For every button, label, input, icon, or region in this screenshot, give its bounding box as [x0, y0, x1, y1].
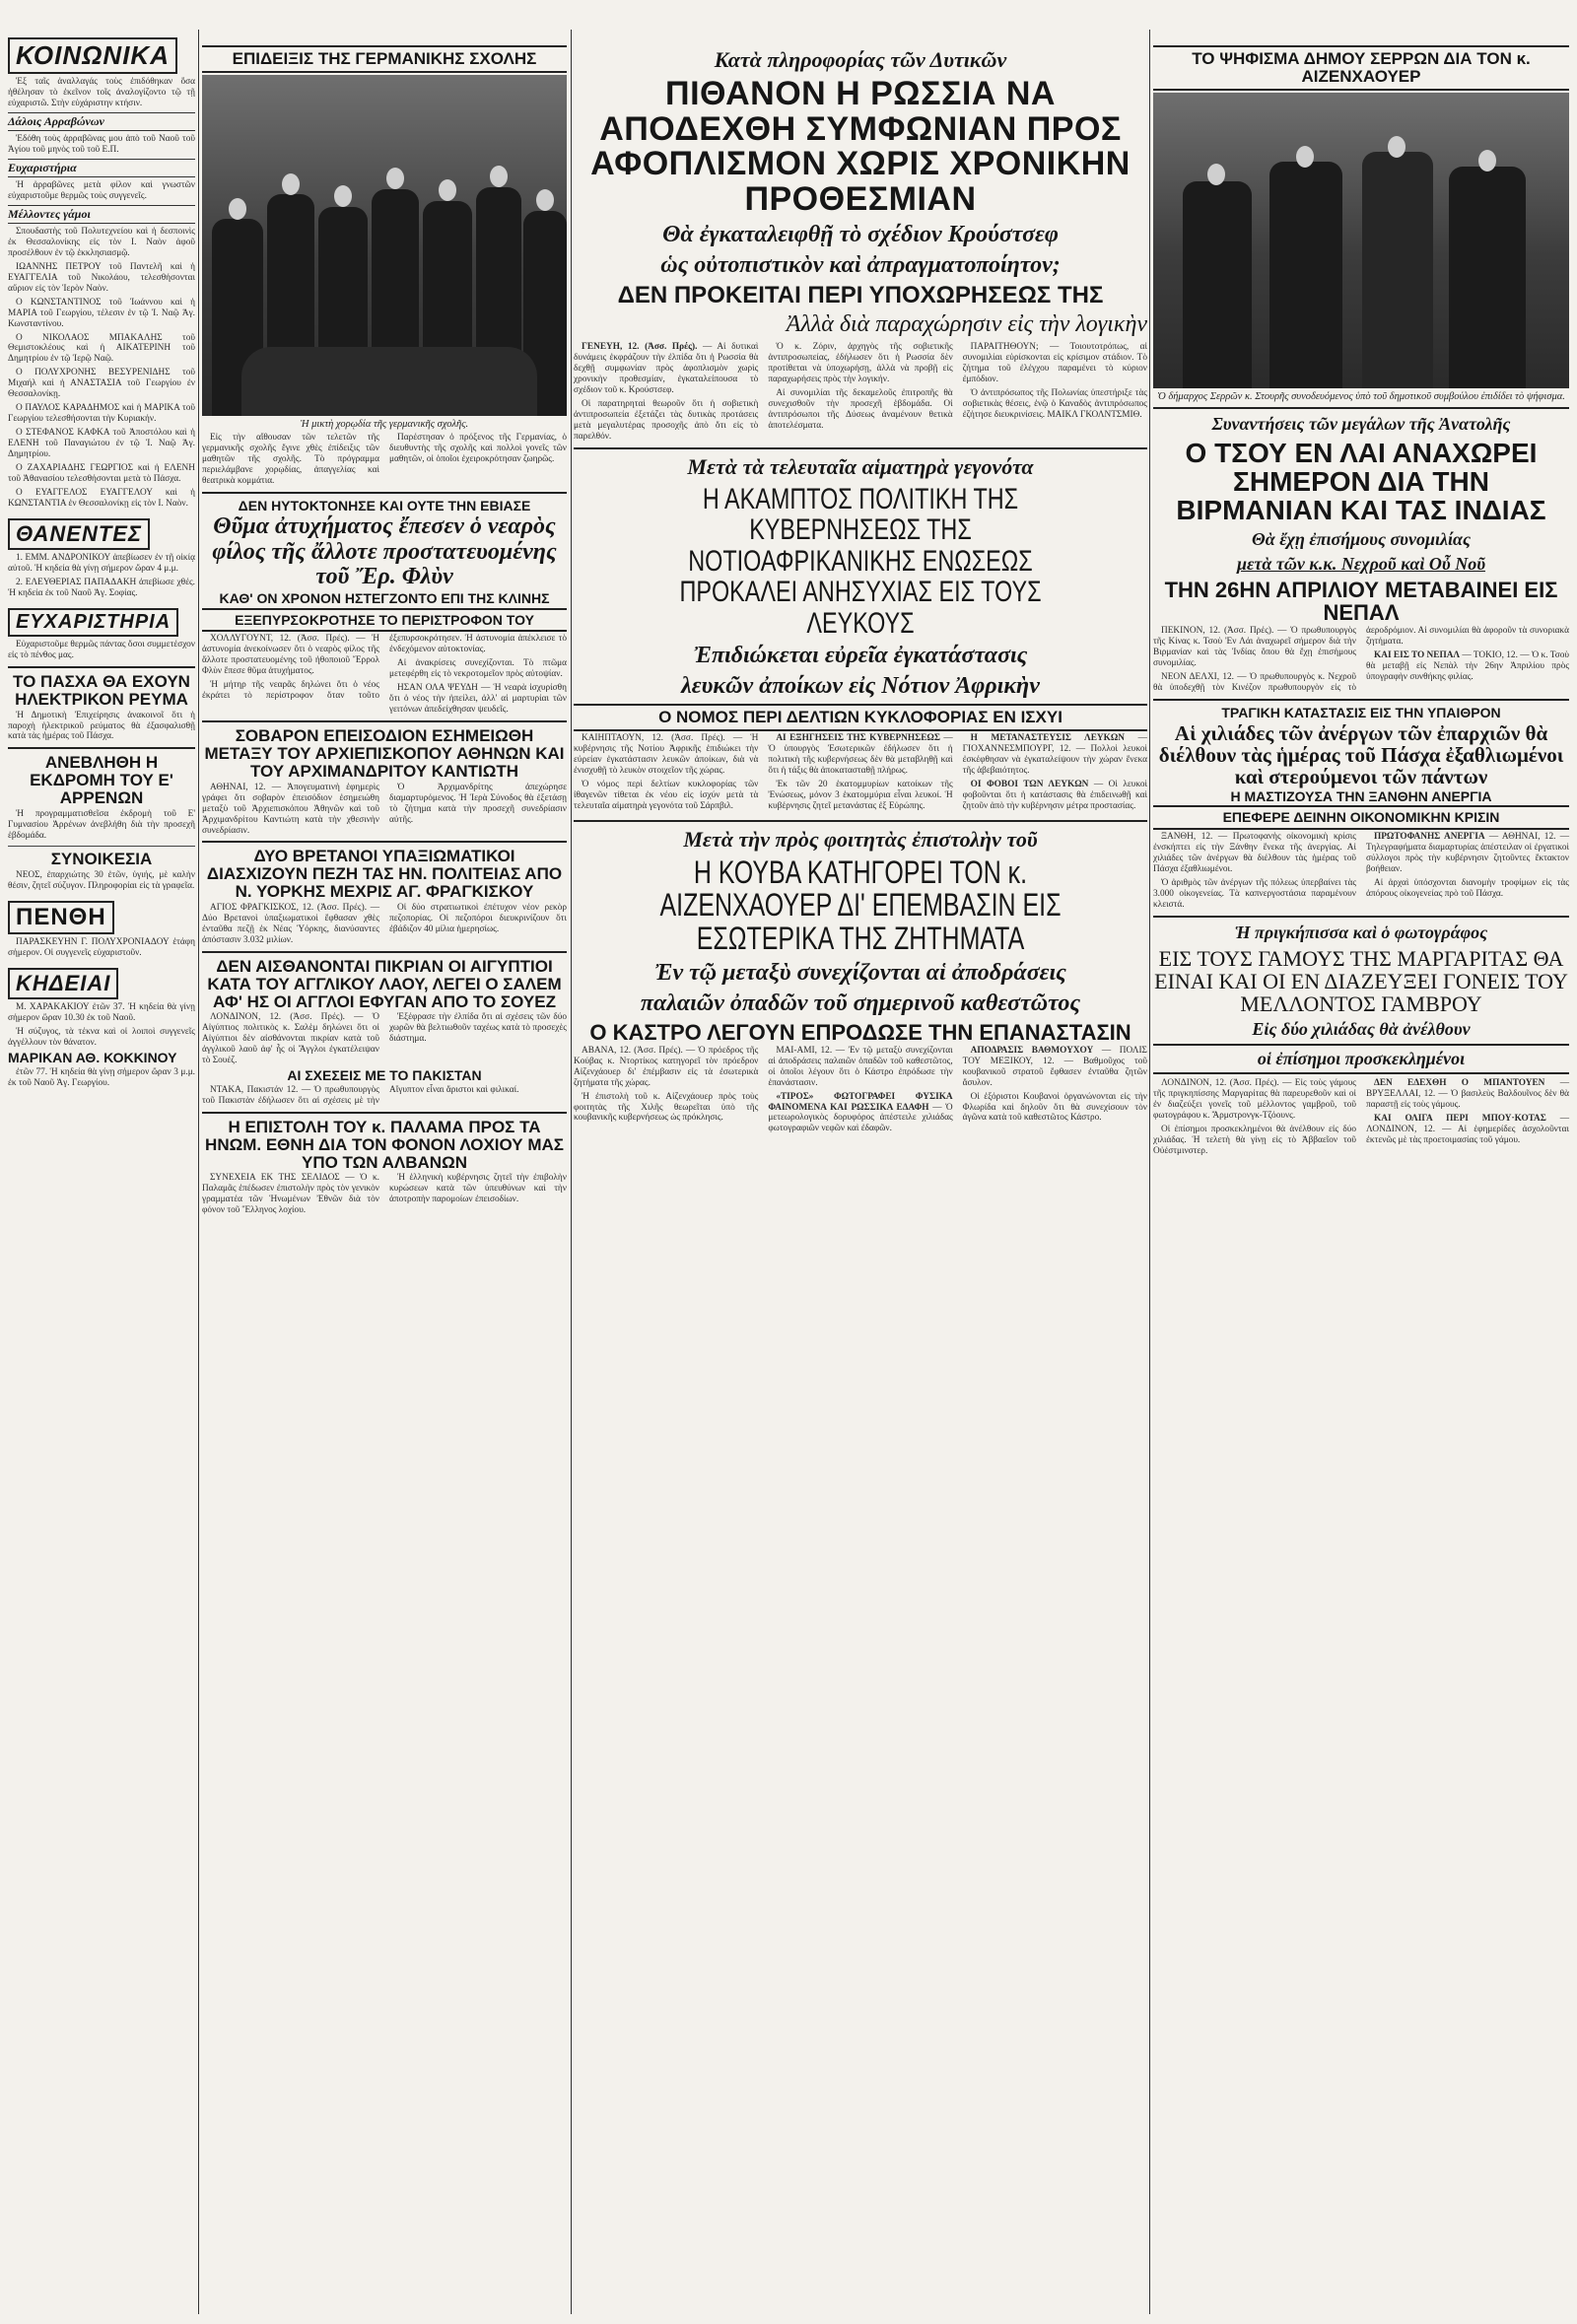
subhead-pakistan: ΑΙ ΣΧΕΣΕΙΣ ΜΕ ΤΟ ΠΑΚΙΣΤΑΝ [287, 1067, 482, 1084]
photo-caption: Ἡ μικτὴ χορῳδία τῆς γερμανικῆς σχολῆς. [300, 418, 469, 430]
divider [8, 747, 195, 749]
subhead-sa-3: Ο ΝΟΜΟΣ ΠΕΡΙ ΔΕΛΤΙΩΝ ΚΥΚΛΟΦΟΡΙΑΣ ΕΝ ΙΣΧΥΙ [574, 704, 1147, 731]
section-thaneis: ΘΑΝΕΝΤΕΣ [8, 518, 150, 550]
section-eyxaristiria: ΕΥΧΑΡΙΣΤΗΡΙΑ [8, 608, 178, 637]
subhead-arravones: Δάλοις Αρραβώνων [8, 112, 195, 131]
article-text: ΞΑΝΘΗ, 12. — Πρωτοφανὴς οἰκονομικὴ κρίσις ἐνσκήπτει εἰς τὴν Ξάνθην ἕνεκα τῆς ἀνεργίας. Αἱ χιλιάδες τῶν ἀνέργων θὰ διέλθουν τὰς ἡμέρας τοῦ Πάσχα ἐξαθλιωμένοι. Ὁ ἀριθμὸς τῶν ἀνέργων τῆς πόλεως ὑπερβαίνει τὰς 3.000 οἰκογενείας. Τὰ καπνεργοστάσια παραμένουν κλειστά. ΠΡΩΤΟΦΑΝΗΣ ΑΝΕΡΓΙΑ — ΑΘΗΝΑΙ, 12. — Τηλεγραφήματα διαμαρτυρίας ἀπέστειλαν οἱ ἐργατικοὶ σύλλογοι πρὸς τὴν κυβέρνησιν ζητοῦντες ἔκτακτον βοήθειαν. Αἱ ἀρχαὶ ὑπόσχονται διανομὴν τροφίμων εἰς τὰς ἀπόρους οἰκογενείας πρὸ τοῦ Πάσχα. [1153, 832, 1569, 910]
subhead-thraki-1: Η ΜΑΣΤΙΖΟΥΣΑ ΤΗΝ ΞΑΝΘΗΝ ΑΝΕΡΓΙΑ [1230, 787, 1492, 804]
divider [574, 447, 1147, 449]
subhead-margaret-mid: ΔΕΝ ΕΔΕΧΘΗ Ο ΜΠΑΝΤΟΥΕΝ [1374, 1078, 1545, 1089]
dateline: ΓΕΝΕΥΗ, 12. (Ἀσσ. Πρές). [582, 341, 698, 352]
article-text: Εἰς τὴν αἴθουσαν τῶν τελετῶν τῆς γερμανικῆς σχολῆς ἔγινε χθὲς ἐπίδειξις τῶν μαθητῶν τῆς σχολῆς. Τὸ πρόγραμμα περιελάμβανε χορῳδίας, ἀπαγγελίας καὶ θεατρικὰ κομμάτια. Παρέστησαν ὁ πρόξενος τῆς Γερμανίας, ὁ διευθυντὴς τῆς σχολῆς καὶ πολλοὶ γονεῖς τῶν μαθητῶν, οἱ ὁποῖοι ἐχειροκρότησαν ζωηρῶς. [202, 432, 567, 486]
subhead-flou-2: ΕΞΕΠΥΡΣΟΚΡΟΤΗΣΕ ΤΟ ΠΕΡΙΣΤΡΟΦΟΝ ΤΟΥ [202, 608, 567, 633]
subhead-nepal: ΚΑΙ ΕΙΣ ΤΟ ΝΕΠΑΛ [1374, 649, 1461, 660]
photo-caption: Ὁ δήμαρχος Σερρῶν κ. Στουρῆς συνοδευόμενος ὑπὸ τοῦ δημοτικοῦ συμβούλου ἐπιδίδει τὸ ψήφισμα. [1157, 390, 1565, 402]
kicker-thraki: ΤΡΑΓΙΚΗ ΚΑΤΑΣΤΑΣΙΣ ΕΙΣ ΤΗΝ ΥΠΑΙΘΡΟΝ [1221, 704, 1501, 720]
box-tiros: «ΤΙΡΟΣ» ΦΩΤΟΓΡΑΦΕΙ ΦΥΣΙΚΑ ΦΑΙΝΟΜΕΝΑ ΚΑΙ ΡΩΣΣΙΚΑ ΕΔΑΦΗ [768, 1091, 953, 1113]
headline-margaret: ΕΙΣ ΤΟΥΣ ΓΑΜΟΥΣ ΤΗΣ ΜΑΡΓΑΡΙΤΑΣ ΘΑ ΕΙΝΑΙ ΚΑΙ ΟΙ ΕΝ ΔΙΑΖΕΥΞΕΙ ΓΟΝΕΙΣ ΤΟΥ ΜΕΛΛΟΝΤΟΣ ΓΑΜΒΡΟΥ [1154, 945, 1568, 1017]
kicker-south-africa: Μετὰ τὰ τελευταῖα αἱματηρὰ γεγονότα [687, 453, 1034, 479]
kicker-cuba: Μετὰ τὴν πρὸς φοιτητὰς ἐπιστολὴν τοῦ [683, 826, 1038, 852]
subhead-russia-3: ΔΕΝ ΠΡΟΚΕΙΤΑΙ ΠΕΡΙ ΥΠΟΧΩΡΗΣΕΩΣ ΤΗΣ [617, 281, 1104, 308]
article-text: ΠΕΚΙΝΟΝ, 12. (Ἀσσ. Πρές). — Ὁ πρωθυπουργὸς τῆς Κίνας κ. Τσοὺ Ἐν Λάι ἀναχωρεῖ σήμερον διὰ τὴν Βιρμανίαν καὶ τὰς Ἰνδίας ὅπου θὰ ἔχῃ ἐπισήμους συνομιλίας. ΝΕΟΝ ΔΕΛΧΙ, 12. — Ὁ πρωθυπουργὸς κ. Νεχροῦ θὰ ὑποδεχθῇ τὸν Κινέζον πρωθυπουργὸν εἰς τὸ ἀεροδρόμιον. Αἱ συνομιλίαι θὰ ἀφοροῦν τὰ συνοριακὰ ζητήματα. ΚΑΙ ΕΙΣ ΤΟ ΝΕΠΑΛ — ΤΟΚΙΟ, 12. — Ὁ κ. Τσοὺ θὰ μεταβῇ εἰς Νεπὰλ τὴν 26ην Ἀπριλίου πρὸς ὑπογραφὴν συνθήκης φιλίας. [1153, 626, 1569, 693]
headline-flou: Θῦμα ἀτυχήματος ἔπεσεν ὁ νεαρὸς φίλος τῆς ἄλλοτε προστατευομένης τοῦ Ἔρ. Φλὺν [212, 513, 557, 589]
subhead-sa-2: λευκῶν ἀποίκων εἰς Νότιον Ἀφρικὴν [681, 673, 1040, 700]
article-text: ΝΤΑΚΑ, Πακιστάν 12. — Ὁ πρωθυπουργὸς τοῦ Πακιστὰν ἐδήλωσεν ὅτι αἱ σχέσεις μὲ τὴν Αἴγυπτον εἶναι ἄριστοι καὶ φιλικαί. [202, 1084, 519, 1106]
divider [202, 951, 567, 953]
kicker-russia: Κατὰ πληροφορίας τῶν Δυτικῶν [714, 47, 1007, 72]
notice-text: ΠΑΡΑΣΚΕΥΗΝ Γ. ΠΟΛΥΧΡΟΝΙΑΔΟΥ ἐτάφη σήμερον. Οἱ συγγενεῖς εὐχαριστοῦν. [8, 936, 195, 958]
headline-russia: ΠΙΘΑΝΟΝ Η ΡΩΣΣΙΑ ΝΑ ΑΠΟΔΕΧΘΗ ΣΥΜΦΩΝΙΑΝ ΠΡΟΣ ΑΦΟΠΛΙΣΜΟΝ ΧΩΡΙΣ ΧΡΟΝΙΚΗΝ ΠΡΟΘΕΣΜΙΑΝ [590, 75, 1131, 219]
divider [1153, 916, 1569, 918]
subhead-thraki-mid: ΠΡΩΤΟΦΑΝΗΣ ΑΝΕΡΓΙΑ [1374, 832, 1485, 843]
subhead-mellontes-gamoi: Μέλλοντες γάμοι [8, 205, 195, 224]
notice-text: ἐτῶν 77. Ἡ κηδεία θὰ γίνῃ σήμερον ὥραν 3 μ.μ. ἐκ τοῦ Ναοῦ Ἁγ. Γεωργίου. [8, 1067, 195, 1089]
choir-photo [202, 75, 567, 416]
divider [202, 1112, 567, 1114]
serres-photo [1153, 93, 1569, 388]
column-rule [1149, 30, 1150, 2314]
section-koinonika: ΚΟΙΝΩΝΙΚΑ [8, 37, 177, 74]
divider [202, 841, 567, 843]
subhead-eyxaristiria: Ευχαριστήρια [8, 159, 195, 177]
headline-palamas: Η ΕΠΙΣΤΟΛΗ ΤΟΥ κ. ΠΑΛΑΜΑ ΠΡΟΣ ΤΑ ΗΝΩΜ. ΕΘΝΗ ΔΙΑ ΤΟΝ ΦΟΝΟΝ ΛΟΧΙΟΥ ΜΑΣ ΥΠΟ ΤΩΝ ΑΛΒΑΝΩΝ [205, 1117, 564, 1172]
subhead-sa-1: Ἐπιδιώκεται εὐρεῖα ἐγκατάστασις [693, 643, 1028, 669]
social-column [8, 32, 195, 1092]
column-rule [198, 30, 199, 2314]
article-text: Ἡ Δημοτικὴ Ἐπιχείρησις ἀνακοινοῖ ὅτι ἡ παροχὴ ἠλεκτρικοῦ ρεύματος θὰ ἐξασφαλισθῇ κατὰ τὰς ἡμέρας τοῦ Πάσχα. [8, 710, 195, 742]
notice-text: Ἐδόθη τοὺς ἀρραβῶνας μου ἀπὸ τοῦ Ναοῦ τοῦ Ἁγίου τοῦ μηνὸς τοῦ τοῦ Ε.Π. [8, 133, 195, 155]
subhead-tsou-2: μετὰ τῶν κ.κ. Νεχροῦ καὶ Οὖ Νοῦ [1236, 553, 1486, 574]
subhead-sa-mid3: ΟΙ ΦΟΒΟΙ ΤΩΝ ΛΕΥΚΩΝ [970, 779, 1089, 789]
column-3 [574, 43, 1147, 1134]
column-rule [571, 30, 572, 2314]
section-kideiai: ΚΗΔΕΙΑΙ [8, 968, 118, 999]
subhead-cuba-2: παλαιῶν ὀπαδῶν τοῦ σημερινοῦ καθεστῶτος [640, 990, 1081, 1016]
section-penthi: ΠΕΝΘΗ [8, 901, 114, 934]
divider [574, 820, 1147, 822]
article-text: ΑΒΑΝΑ, 12. (Ἀσσ. Πρές). — Ὁ πρόεδρος τῆς Κούβας κ. Ντορτίκος κατηγορεῖ τὸν πρόεδρον Αἰζενχάουερ δι' ἐπέμβασιν εἰς τὰ ἐσωτερικὰ ζητήματα τῆς χώρας. Ἡ ἐπιστολὴ τοῦ κ. Αἰζενχάουερ πρὸς τοὺς φοιτητὰς τῆς Χιλῆς θεωρεῖται ὑπὸ τῆς κουβανικῆς κυβερνήσεως ὡς πρόκλησις. ΜΑΙ-ΑΜΙ, 12. — Ἐν τῷ μεταξὺ συνεχίζονται αἱ ἀποδράσεις παλαιῶν ὀπαδῶν τοῦ καθεστῶτος, οἱ ὁποῖοι λέγουν ὅτι ὁ Κάστρο ἐπρόδωσε τὴν ἐπανάστασιν. «ΤΙΡΟΣ» ΦΩΤΟΓΡΑΦΕΙ ΦΥΣΙΚΑ ΦΑΙΝΟΜΕΝΑ ΚΑΙ ΡΩΣΣΙΚΑ ΕΔΑΦΗ — Ὁ μετεωρολογικὸς δορυφόρος ἀπέστειλε χιλιάδας φωτογραφιῶν νεφῶν καὶ ἐδαφῶν. ΑΠΟΔΡΑΣΙΣ ΒΑΘΜΟΥΧΟΥ — ΠΟΛΙΣ ΤΟΥ ΜΕΞΙΚΟΥ, 12. — Βαθμοῦχος τοῦ κουβανικοῦ στρατοῦ ἔφθασεν ἐνταῦθα ζητῶν ἄσυλον. Οἱ ἐξόριστοι Κουβανοὶ ὀργανώνονται εἰς τὴν Φλωρίδα καὶ δηλοῦν ὅτι θὰ συνεχίσουν τὸν ἀγῶνα κατὰ τοῦ καθεστῶτος Κάστρο. [574, 1045, 1147, 1134]
subhead-sa-mid1: ΑΙ ΕΞΗΓΗΣΕΙΣ ΤΗΣ ΚΥΒΕΡΝΗΣΕΩΣ [776, 733, 940, 743]
notices-list: 1. ΕΜΜ. ΑΝΔΡΟΝΙΚΟΥ ἀπεβίωσεν ἐν τῇ οἰκίᾳ αὐτοῦ. Ἡ κηδεία θὰ γίνῃ σήμερον ὥραν 4 μ.μ. 2. ΕΛΕΥΘΕΡΙΑΣ ΠΑΠΑΔΑΚΗ ἀπεβίωσε χθές. Ἡ κηδεία ἐκ τοῦ Ναοῦ Ἁγ. Σοφίας. [8, 553, 195, 598]
article-text: ΛΟΝΔΙΝΟΝ, 12. (Ἀσσ. Πρές). — Εἰς τοὺς γάμους τῆς πριγκηπίσσης Μαργαρίτας θὰ παρευρεθοῦν καὶ οἱ ἐν διαζεύξει γονεῖς τοῦ μέλλοντος γαμβροῦ, τοῦ φωτογράφου κ. Ἄρμστρονγκ-Τζόουνς. Οἱ ἐπίσημοι προσκεκλημένοι θὰ ἀνέλθουν εἰς δύο χιλιάδας. Ἡ τελετὴ θὰ γίνῃ εἰς τὸ Ἀββαεῖον τοῦ Οὐέστμινστερ. ΔΕΝ ΕΔΕΧΘΗ Ο ΜΠΑΝΤΟΥΕΝ — ΒΡΥΞΕΛΛΑΙ, 12. — Ὁ βασιλεὺς Βαλδουῖνος δὲν θὰ παραστῇ εἰς τοὺς γάμους. ΚΑΙ ΟΛΙΓΑ ΠΕΡΙ ΜΠΟΥ·ΚΟΤΑΣ — ΛΟΝΔΙΝΟΝ, 12. — Αἱ ἐφημερίδες ἀσχολοῦνται ἐκτενῶς μὲ τὰς προετοιμασίας τοῦ γάμου. [1153, 1078, 1570, 1156]
subhead-margaret-2: οἱ ἐπίσημοι προσκεκλημένοι [1153, 1044, 1569, 1074]
divider [202, 492, 567, 494]
notice-text: Ἡ ἀρραβῶνες μετὰ φίλον καὶ γνωστῶν εὐχαριστοῦμε θερμῶς τοὺς συγγενεῖς. [8, 179, 195, 201]
headline-synoikeisia: ΣΥΝΟΙΚΕΣΙΑ [50, 849, 153, 868]
column-2 [202, 43, 567, 1216]
notice-text: Ἐξ ταῖς ἀναλλαγάς τοὺς ἐπιδόθηκαν ὅσα ἠθέλησαν τὸ ἐκεῖνον τοῖς ἀναλογίζοντο τῷ τῇ εὐχαριστῶ. Στὴν εὐχάριστην κτήσιν. [8, 77, 195, 108]
article-text: ΛΟΝΔΙΝΟΝ, 12. (Ἀσσ. Πρές). — Ὁ Αἰγύπτιος πολιτικὸς κ. Σαλὲμ δηλώνει ὅτι οἱ Αἰγύπτιοι δὲν αἰσθάνονται πικρίαν κατὰ τοῦ ἀγγλικοῦ λαοῦ ἀφ' ἧς οἱ Ἄγγλοι ἐγκατέλειψαν τὸ Σουέζ. Ἐξέφρασε τὴν ἐλπίδα ὅτι αἱ σχέσεις τῶν δύο χωρῶν θὰ βελτιωθοῦν ταχέως κατὰ τὸ προσεχὲς διάστημα. [202, 1012, 567, 1066]
subhead-thraki-2: ΕΠΕΦΕΡΕ ΔΕΙΝΗΝ ΟΙΚΟΝΟΜΙΚΗΝ ΚΡΙΣΙΝ [1153, 805, 1569, 830]
subhead-tsou-1: Θὰ ἔχῃ ἐπισήμους συνομιλίας [1252, 528, 1471, 549]
column-4 [1153, 43, 1569, 1157]
divider [202, 720, 567, 722]
headline-german-school: ΕΠΙΔΕΙΞΙΣ ΤΗΣ ΓΕΡΜΑΝΙΚΗΣ ΣΧΟΛΗΣ [202, 45, 567, 73]
headline-south-africa: Η ΑΚΑΜΠΤΟΣ ΠΟΛΙΤΙΚΗ ΤΗΣ ΚΥΒΕΡΝΗΣΕΩΣ ΤΗΣ ΝΟΤΙΟΑΦΡΙΚΑΝΙΚΗΣ ΕΝΩΣΕΩΣ ΠΡΟΚΑΛΕΙ ΑΝΗΣΥΧΙΑΣ ΕΙΣ ΤΟΥΣ ΛΕΥΚΟΥΣ [679, 482, 1042, 640]
notice-name: ΜΑΡΙΚΑΝ ΑΘ. ΚΟΚΚΙΝΟΥ [8, 1050, 177, 1066]
divider [1153, 699, 1569, 701]
article-text: ΑΓΙΟΣ ΦΡΑΓΚΙΣΚΟΣ, 12. (Ἀσσ. Πρές). — Δύο Βρετανοὶ ὑπαξιωματικοὶ ἔφθασαν χθὲς ἐνταῦθα πεζῇ ἐκ Νέας Ὑόρκης, διανύσαντες ἀπόστασιν 3.032 μιλίων. Οἱ δύο στρατιωτικοὶ ἐπέτυχον νέον ρεκὸρ πεζοπορίας. Οἱ πεζοπόροι διευκρινίζουν ὅτι ἐβάδιζον 40 μίλια ἡμερησίως. [202, 903, 567, 945]
notices-list: Μ. ΧΑΡΑΚΑΚΙΟΥ ἐτῶν 37. Ἡ κηδεία θὰ γίνῃ σήμερον ὥραν 10.30 ἐκ τοῦ Ναοῦ. Ἡ σύζυγος, τὰ τέκνα καὶ οἱ λοιποὶ συγγενεῖς ἀγγέλλουν τὸν θάνατον. [8, 1001, 195, 1048]
headline-serres: ΤΟ ΨΗΦΙΣΜΑ ΔΗΜΟΥ ΣΕΡΡΩΝ ΔΙΑ ΤΟΝ κ. ΑΙΖΕΝΧΑΟΥΕΡ [1153, 45, 1569, 91]
subhead-sa-mid2: Η ΜΕΤΑΝΑΣΤΕΥΣΙΣ ΛΕΥΚΩΝ [970, 733, 1126, 743]
headline-cuba: Η ΚΟΥΒΑ ΚΑΤΗΓΟΡΕΙ ΤΟΝ κ. ΑΙΖΕΝΧΑΟΥΕΡ ΔΙ' ΕΠΕΜΒΑΣΙΝ ΕΙΣ ΕΣΩΤΕΡΙΚΑ ΤΗΣ ΖΗΤΗΜΑΤΑ [659, 854, 1062, 956]
subhead-cuba-3: Ο ΚΑΣΤΡΟ ΛΕΓΟΥΝ ΕΠΡΟΔΩΣΕ ΤΗΝ ΕΠΑΝΑΣΤΑΣΙΝ [589, 1019, 1131, 1045]
subhead-russia-2: ὡς οὐτοπιστικὸν καὶ ἀπραγματοποίητον; [660, 251, 1061, 278]
article-text: ΧΟΛΛΥΓΟΥΝΤ, 12. (Ἀσσ. Πρές). — Ἡ ἀστυνομία ἀνεκοίνωσεν ὅτι ὁ νεαρὸς φίλος τῆς ἄλλοτε προστατευομένης τοῦ ἠθοποιοῦ Ἔρρολ Φλὺν ἔπεσε θῦμα ἀτυχήματος. Ἡ μήτηρ τῆς νεαρᾶς δηλώνει ὅτι ὁ νέος ἐκράτει τὸ περίστροφον ὅταν τοῦτο ἐξεπυρσοκρότησεν. Ἡ ἀστυνομία ἀπέκλεισε τὸ ἐνδεχόμενον αὐτοκτονίας. Αἱ ἀνακρίσεις συνεχίζονται. Τὸ πτῶμα μετεφέρθη εἰς τὸ νεκροτομεῖον πρὸς αὐτοψίαν. ΗΣΑΝ ΟΛΑ ΨΕΥΔΗ — Ἡ νεαρὰ ἰσχυρίσθη ὅτι ὁ νέος τὴν ἠπείλει, ἀλλ' αἱ μαρτυρίαι τῶν γειτόνων ἀπεδείχθησαν ψευδεῖς. [202, 634, 567, 716]
article-text: ΣΥΝΕΧΕΙΑ ΕΚ ΤΗΣ ΣΕΛΙΔΟΣ — Ὁ κ. Παλαμᾶς ἐπέδωσεν ἐπιστολὴν πρὸς τὸν γενικὸν γραμματέα τῶν Ἡνωμένων Ἐθνῶν διὰ τὸν φόνον τοῦ Ἕλληνος λοχίου. Ἡ ἑλληνικὴ κυβέρνησις ζητεῖ τὴν ἐπιβολὴν κυρώσεων κατὰ τῶν ὑπευθύνων καὶ τὴν ἀποτροπὴν παρομοίων ἐπεισοδίων. [202, 1173, 567, 1216]
divider [1153, 407, 1569, 409]
divider [8, 846, 195, 847]
headline-bretanoi: ΔΥΟ ΒΡΕΤΑΝΟΙ ΥΠΑΞΙΩΜΑΤΙΚΟΙ ΔΙΑΣΧΙΖΟΥΝ ΠΕΖΗ ΤΑΣ ΗΝ. ΠΟΛΙΤΕΙΑΣ ΑΠΟ Ν. ΥΟΡΚΗΣ ΜΕΧΡΙΣ ΑΓ. ΦΡΑΓΚΙΣΚΟΥ [206, 847, 563, 902]
kicker-margaret: Ἡ πριγκήπισσα καὶ ὁ φωτογράφος [1234, 922, 1488, 942]
headline-ekdromi: ΑΝΕΒΛΗΘΗ Η ΕΚΔΡΟΜΗ ΤΟΥ Ε' ΑΡΡΕΝΩΝ [30, 753, 173, 808]
subhead-margaret-1: Εἰς δύο χιλιάδας θὰ ἀνέλθουν [1252, 1019, 1471, 1040]
headline-salem: ΔΕΝ ΑΙΣΘΑΝΟΝΤΑΙ ΠΙΚΡΙΑΝ ΟΙ ΑΙΓΥΠΤΙΟΙ ΚΑΤΑ ΤΟΥ ΑΓΓΛΙΚΟΥ ΛΑΟΥ, ΛΕΓΕΙ Ο ΣΑΛΕΜ ΑΦ' ΗΣ ΟΙ ΑΓΓΛΟΙ ΕΦΥΓΑΝ ΑΠΟ ΤΟ ΣΟΥΕΖ [207, 956, 562, 1011]
headline-pasxa: ΤΟ ΠΑΣΧΑ ΘΑ ΕΧΟΥΝ ΗΛΕΚΤΡΙΚΟΝ ΡΕΥΜΑ [13, 671, 190, 709]
divider [8, 666, 195, 668]
subhead-cuba-4: ΑΠΟΔΡΑΣΙΣ ΒΑΘΜΟΥΧΟΥ [970, 1045, 1094, 1056]
headline-thraki: Αἱ χιλιάδες τῶν ἀνέργων τῶν ἐπαρχιῶν θὰ διέλθουν τὰς ἡμέρας τοῦ Πάσχα ἐξαθλιωμένοι καὶ στερούμενοι τῶν πάντων [1158, 720, 1564, 788]
subhead-tsou-3: ΤΗΝ 26ΗΝ ΑΠΡΙΛΙΟΥ ΜΕΤΑΒΑΙΝΕΙ ΕΙΣ ΝΕΠΑΛ [1164, 577, 1558, 625]
subhead-cuba-1: Ἐν τῷ μεταξὺ συνεχίζονται αἱ ἀποδράσεις [654, 959, 1066, 986]
kicker-flou: ΔΕΝ ΗΥΤΟΚΤΟΝΗΣΕ ΚΑΙ ΟΥΤΕ ΤΗΝ ΕΒΙΑΣΕ [238, 497, 531, 513]
kicker-anatoli: Συναντήσεις τῶν μεγάλων τῆς Ἀνατολῆς [1211, 413, 1511, 434]
headline-archiepiskopos: ΣΟΒΑΡΟΝ ΕΠΕΙΣΟΔΙΟΝ ΕΣΗΜΕΙΩΘΗ ΜΕΤΑΞΥ ΤΟΥ ΑΡΧΙΕΠΙΣΚΟΠΟΥ ΑΘΗΝΩΝ ΚΑΙ ΤΟΥ ΑΡΧΙΜΑΝΔΡΙΤΟΥ ΚΑΝΤΙΩΤΗ [204, 726, 565, 781]
article-text: ΝΕΟΣ, ἐπαρχιώτης 30 ἐτῶν, ὑγιής, μὲ καλὴν θέσιν, ζητεῖ σύζυγον. Πληροφορίαι εἰς τὰ γραφεῖα. [8, 869, 195, 891]
article-text: Ἡ προγραμματισθεῖσα ἐκδρομὴ τοῦ Ε' Γυμνασίου Ἀρρένων ἀνεβλήθη διὰ τὴν προσεχῆ ἑβδομάδα. [8, 808, 195, 841]
article-text: ΑΘΗΝΑΙ, 12. — Ἀπογευματινὴ ἐφημερὶς γράφει ὅτι σοβαρὸν ἐπεισόδιον ἐσημειώθη μεταξὺ τοῦ Ἀρχιεπισκόπου Ἀθηνῶν καὶ τοῦ Ἀρχιμανδρίτου Καντιώτη κατὰ τὴν χθεσινὴν συνεδρίασιν. Ὁ Ἀρχιμανδρίτης ἀπεχώρησε διαμαρτυρόμενος. Ἡ Ἱερὰ Σύνοδος θὰ ἐξετάσῃ τὸ ζήτημα κατὰ τὴν προσεχῆ συνεδρίασιν αὐτῆς. [202, 782, 567, 836]
article-text: ΚΑΙΗΠΤΑΟΥΝ, 12. (Ἀσσ. Πρές). — Ἡ κυβέρνησις τῆς Νοτίου Ἀφρικῆς ἐπιδιώκει τὴν εὐρείαν ἐγκατάστασιν λευκῶν ἀποίκων, διὰ νὰ ἐνισχυθῇ τὸ λευκὸν στοιχεῖον τῆς χώρας. Ὁ νόμος περὶ δελτίων κυκλοφορίας τῶν ἰθαγενῶν τίθεται ἐκ νέου εἰς ἰσχύν μετὰ τὰ τελευταῖα αἱματηρὰ γεγονότα τοῦ Σάρπβιλ. ΑΙ ΕΞΗΓΗΣΕΙΣ ΤΗΣ ΚΥΒΕΡΝΗΣΕΩΣ — Ὁ ὑπουργὸς Ἐσωτερικῶν ἐδήλωσεν ὅτι ἡ πολιτικὴ τῆς κυβερνήσεως δὲν θὰ μεταβληθῇ καὶ ὅτι ἡ τάξις θὰ ἀποκατασταθῇ πλήρως. Ἐκ τῶν 20 ἑκατομμυρίων κατοίκων τῆς Ἐνώσεως, μόνον 3 ἑκατομμύρια εἶναι λευκοί. Ἡ κυβέρνησις ζητεῖ μετανάστας ἐξ Εὐρώπης. Η ΜΕΤΑΝΑΣΤΕΥΣΙΣ ΛΕΥΚΩΝ — ΓΙΟΧΑΝΝΕΣΜΠΟΥΡΓ, 12. — Πολλοὶ λευκοὶ ἐσκέφθησαν νὰ ἐγκαταλείψουν τὴν χώραν ἕνεκα τῆς ἀβεβαιότητος. ΟΙ ΦΟΒΟΙ ΤΩΝ ΛΕΥΚΩΝ — Οἱ λευκοὶ φοβοῦνται ὅτι ἡ κατάστασις θὰ ἐπιδεινωθῇ καὶ ζητοῦν ἀπὸ τὴν κυβέρνησιν μέτρα προστασίας. [574, 733, 1147, 811]
headline-tsou: Ο ΤΣΟΥ ΕΝ ΛΑΙ ΑΝΑΧΩΡΕΙ ΣΗΜΕΡΟΝ ΔΙΑ ΤΗΝ ΒΙΡΜΑΝΙΑΝ ΚΑΙ ΤΑΣ ΙΝΔΙΑΣ [1176, 437, 1546, 526]
notices-list: Σπουδαστὴς τοῦ Πολυτεχνείου καὶ ἡ δεσποινὶς ἐκ Θεσσαλονίκης εἰς τὸν Ι. Ναὸν ἀφοῦ προσέλθουν ἐν τῷ ἐκκλησιασμῷ. ΙΩΑΝΝΗΣ ΠΕΤΡΟΥ τοῦ Παντελῆ καὶ ἡ ΕΥΑΓΓΕΛΙΑ τοῦ Νικολάου, τελεσθήσονται αὔριον εἰς τὸν Ἱερὸν Ναὸν. Ο ΚΩΝΣΤΑΝΤΙΝΟΣ τοῦ Ἰωάννου καὶ ἡ ΜΑΡΙΑ τοῦ Γεωργίου, τέλεσιν ἐν τῷ Ἱ. Ναῷ Ἁγ. Κωνσταντίνου. Ο ΝΙΚΟΛΑΟΣ ΜΠΑΚΑΛΗΣ τοῦ Θεμιστοκλέους καὶ ἡ ΑΙΚΑΤΕΡΙΝΗ τοῦ Δημητρίου ἐν τῷ Ἱερῷ Ναῷ. Ο ΠΟΛΥΧΡΟΝΗΣ ΒΕΣΥΡΕΝΙΔΗΣ τοῦ Μιχαήλ καὶ ἡ ΑΝΑΣΤΑΣΙΑ τοῦ Γεωργίου ἐν Θεσσαλονίκῃ. Ο ΠΑΥΛΟΣ ΚΑΡΑΔΗΜΟΣ καὶ ἡ ΜΑΡΙΚΑ τοῦ Γεωργίου τελεσθήσονται τὴν Κυριακήν. Ο ΣΤΕΦΑΝΟΣ ΚΑΦΚΑ τοῦ Ἀποστόλου καὶ ἡ ΕΛΕΝΗ τοῦ Παναγιώτου ἐν τῷ Ἱ. Ναῷ Ἁγ. Δημητρίου. Ο ΖΑΧΑΡΙΑΔΗΣ ΓΕΩΡΓΙΟΣ καὶ ἡ ΕΛΕΝΗ τοῦ Ἀθανασίου τελεσθήσονται μετὰ τὸ Πάσχα. Ο ΕΥΑΓΓΕΛΟΣ ΕΥΑΓΓΕΛΟΥ καὶ ἡ ΚΩΝΣΤΑΝΤΙΑ ἐν Θεσσαλονίκῃ εἰς τὸν Ι. Ναὸν. [8, 226, 195, 510]
subhead-flou-1: ΚΑΘ' ΟΝ ΧΡΟΝΟΝ ΗΣΤΕΓΖΟΝΤΟ ΕΠΙ ΤΗΣ ΚΛΙΝΗΣ [219, 589, 550, 606]
subhead-margaret-mid2: ΚΑΙ ΟΛΙΓΑ ΠΕΡΙ ΜΠΟΥ·ΚΟΤΑΣ [1374, 1114, 1546, 1125]
subhead-russia-1: Θὰ ἐγκαταλειφθῇ τὸ σχέδιον Κρούστσεφ [662, 221, 1059, 247]
article-text: ΓΕΝΕΥΗ, 12. (Ἀσσ. Πρές). — Αἱ δυτικαὶ δυνάμεις ἐκφράζουν τὴν ἐλπίδα ὅτι ἡ Ρωσσία θὰ δεχθῇ συμφωνίαν πρὸς ἀφοπλισμὸν χωρὶς χρονικὴν προθεσμίαν, ἐγκαταλείπουσα τὸ σχέδιον τοῦ κ. Κρούστσεφ. Οἱ παρατηρηταὶ θεωροῦν ὅτι ἡ σοβιετικὴ ἀντιπροσωπεία ἐξετάζει τὰς δυτικὰς προτάσεις μετὰ μεγαλυτέρας προσοχῆς ἀπὸ ὅτι εἰς τὸ παρελθόν. Ὁ κ. Ζόριν, ἀρχηγὸς τῆς σοβιετικῆς ἀντιπροσωπείας, ἐδήλωσεν ὅτι ἡ Ρωσσία δὲν προτίθεται νὰ ὑποχωρήσῃ, ἀλλὰ νὰ προβῇ εἰς παραχωρήσεις πρὸς τὴν λογικήν. Αἱ συνομιλίαι τῆς δεκαμελοῦς ἐπιτροπῆς θὰ συνεχισθοῦν τὴν προσεχῆ ἑβδομάδα. Οἱ ἀντιπρόσωποι τῆς Δύσεως ἀναμένουν θετικὰ ἀποτελέσματα. ΠΑΡΑΙΤΗΘΟΥΝ; — Τοιουτοτρόπως, αἱ συνομιλίαι εὑρίσκονται εἰς κρίσιμον στάδιον. Τὸ ζήτημα τοῦ ἐλέγχου παραμένει τὸ κύριον ἐμπόδιον. Ὁ ἀντιπρόσωπος τῆς Πολωνίας ὑπεστήριξε τὰς σοβιετικὰς θέσεις, ἐνῷ ὁ Καναδὸς ἀντιπρόσωπος ἐζήτησε διευκρινίσεις. ΜΑΙΚΛ ΓΚΟΛΝΤΣΜΙΘ. [574, 341, 1147, 442]
notice-text: Εὐχαριστοῦμε θερμῶς πάντας ὅσοι συμμετέσχον εἰς τὸ πένθος μας. [8, 639, 195, 660]
subhead-russia-4: Ἀλλὰ διὰ παραχώρησιν εἰς τὴν λογικὴν [786, 310, 1147, 337]
